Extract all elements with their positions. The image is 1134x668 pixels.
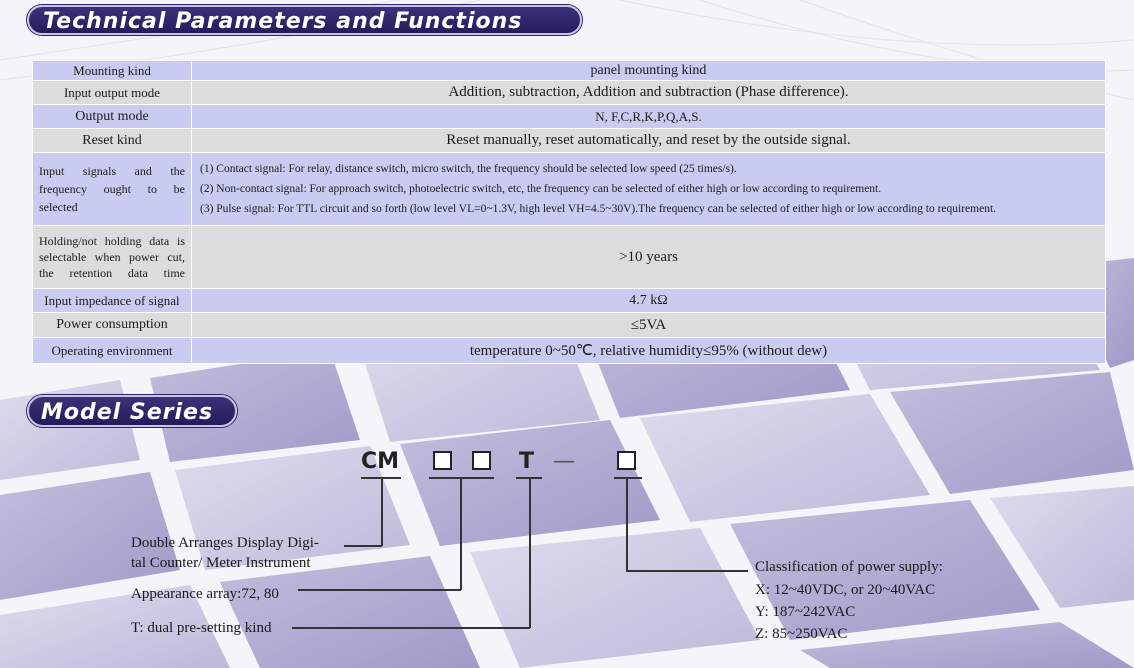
param-value: Reset manually, reset automatically, and reset by the outside signal. xyxy=(192,129,1106,153)
power-option-y: Y: 187~242VAC xyxy=(755,604,856,620)
param-value: 4.7 kΩ xyxy=(192,289,1106,313)
param-label: Input impedance of signal xyxy=(33,289,192,313)
power-classification-title: Classification of power supply: xyxy=(755,559,943,575)
parameters-table xyxy=(32,60,1106,364)
leader-line-appearance xyxy=(460,478,462,590)
leader-line-power xyxy=(626,478,628,571)
model-code-dash: — xyxy=(553,449,575,474)
table-row xyxy=(33,61,1106,81)
table-row xyxy=(33,289,1106,313)
model-code-prefix: CM xyxy=(361,449,400,474)
model-code-box xyxy=(472,451,491,470)
input-signal-pulse: (3) Pulse signal: For TTL circuit and so forth (low level VL=0~1.3V, high level VH=4.5~30V).The frequency can be selected of either high or low according to requirement. xyxy=(200,203,997,215)
desc-dual-presetting: T: dual pre-setting kind xyxy=(131,620,272,636)
table-row xyxy=(33,226,1106,289)
param-value: Addition, subtraction, Addition and subtraction (Phase difference). xyxy=(192,81,1106,105)
leader-line-prefix xyxy=(344,545,382,547)
model-series-heading: Model Series xyxy=(27,395,237,427)
param-value: >10 years xyxy=(192,226,1106,289)
param-value: panel mounting kind xyxy=(192,61,1106,81)
table-row xyxy=(33,153,1106,226)
param-value xyxy=(192,153,1106,226)
param-label: Reset kind xyxy=(33,129,192,153)
param-label: Output mode xyxy=(33,105,192,129)
leader-line-type xyxy=(529,478,531,628)
param-value: N, F,C,R,K,P,Q,A,S. xyxy=(192,105,1106,129)
model-code-box xyxy=(617,451,636,470)
param-label: Mounting kind xyxy=(33,61,192,81)
param-label: Holding/not holding data is selectable when power cut, the retention data time xyxy=(33,226,192,289)
desc-appearance: Appearance array:72, 80 xyxy=(131,586,279,602)
leader-line-prefix xyxy=(381,478,383,546)
table-row xyxy=(33,313,1106,338)
table-row xyxy=(33,129,1106,153)
leader-line-appearance xyxy=(298,589,461,591)
leader-line-type xyxy=(292,627,530,629)
power-option-z: Z: 85~250VAC xyxy=(755,626,848,642)
desc-display-line1: Double Arranges Display Digi- xyxy=(131,535,319,551)
table-row xyxy=(33,81,1106,105)
param-label: Operating environment xyxy=(33,338,192,364)
model-code-type-letter: T xyxy=(519,449,535,474)
underline-power xyxy=(614,477,642,479)
underline-appearance xyxy=(429,477,494,479)
table-row xyxy=(33,338,1106,364)
param-label: Input signals and the frequency ought to be selected xyxy=(33,153,192,226)
table-row xyxy=(33,105,1106,129)
param-value: temperature 0~50℃, relative humidity≤95% (without dew) xyxy=(192,338,1106,364)
param-label: Power consumption xyxy=(33,313,192,338)
input-signal-contact: (1) Contact signal: For relay, distance switch, micro switch, the frequency should be selected low speed (25 times/s). xyxy=(200,163,737,175)
desc-display-line2: tal Counter/ Meter Instrument xyxy=(131,555,311,571)
model-code-box xyxy=(433,451,452,470)
leader-line-power xyxy=(626,570,748,572)
technical-parameters-heading: Technical Parameters and Functions xyxy=(27,5,582,35)
power-option-x: X: 12~40VDC, or 20~40VAC xyxy=(755,582,936,598)
input-signal-non-contact: (2) Non-contact signal: For approach switch, photoelectric switch, etc, the frequency can be selected of either high or low according to requirement. xyxy=(200,183,882,195)
param-value: ≤5VA xyxy=(192,313,1106,338)
param-label: Input output mode xyxy=(33,81,192,105)
